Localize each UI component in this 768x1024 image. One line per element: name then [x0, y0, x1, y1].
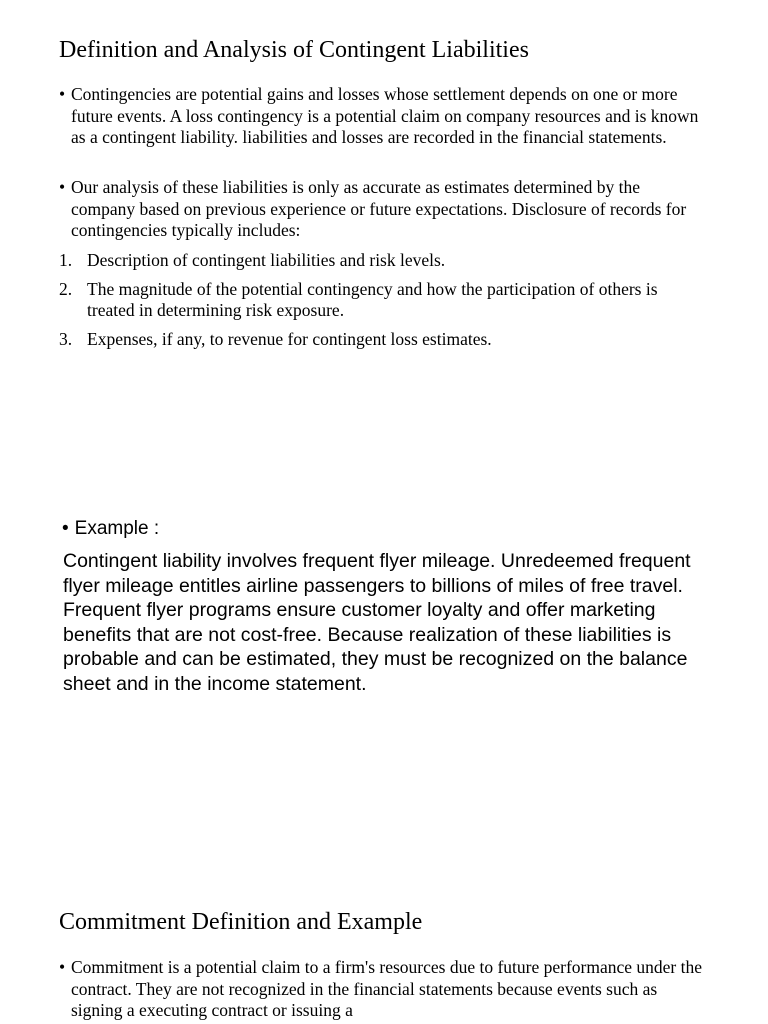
- example-paragraph: Contingent liability involves frequent flyer mileage. Unredeemed frequent flyer mileage entitles airline passengers to billions of miles of free travel. Frequent flyer programs ensure customer loyalty and offer marketing benefits that are not cost-free. Because realization of these liabilities is probable and can be estimated, they must be recognized on the balance sheet and in the income statement.: [63, 550, 691, 695]
- section-title-contingent-liabilities: Definition and Analysis of Contingent Liabilities: [59, 37, 529, 63]
- list-item-number: 2.: [59, 278, 73, 299]
- bullet-icon: •: [62, 518, 69, 539]
- example-heading: [62, 517, 159, 541]
- list-item: [59, 250, 707, 272]
- bullet-paragraph-commitment: [59, 957, 707, 1022]
- bullet-icon: •: [59, 84, 66, 104]
- section-title-commitment: Commitment Definition and Example: [59, 909, 423, 935]
- disclosure-list: [59, 250, 707, 357]
- list-item-number: 3.: [59, 328, 73, 349]
- list-item-text: The magnitude of the potential contingency and how the participation of others is treated in determining risk exposure.: [87, 278, 658, 320]
- bullet-icon: •: [59, 177, 66, 197]
- bullet-text: Our analysis of these liabilities is only as accurate as estimates determined by the company based on previous experience or future expectations. Disclosure of records for contingencies typically includes:: [71, 177, 687, 240]
- list-item-text: Expenses, if any, to revenue for contingent loss estimates.: [87, 328, 492, 349]
- bullet-text: Contingencies are potential gains and losses whose settlement depends on one or more future events. A loss contingency is a potential claim on company resources and is known as a contingent liability. liabilities and losses are recorded in the financial statements.: [71, 84, 699, 147]
- list-item: [59, 279, 707, 322]
- bullet-text: Commitment is a potential claim to a firm's resources due to future performance under the contract. They are not recognized in the financial statements because events such as signing a executing contract or issuing a: [71, 957, 703, 1020]
- list-item: [59, 329, 707, 351]
- example-heading-text: Example :: [74, 518, 160, 539]
- bullet-icon: •: [59, 957, 66, 977]
- list-item-number: 1.: [59, 250, 73, 270]
- bullet-paragraph-analysis: [59, 177, 707, 242]
- list-item-text: Description of contingent liabilities and risk levels.: [87, 250, 446, 270]
- bullet-paragraph-contingencies: [59, 84, 707, 149]
